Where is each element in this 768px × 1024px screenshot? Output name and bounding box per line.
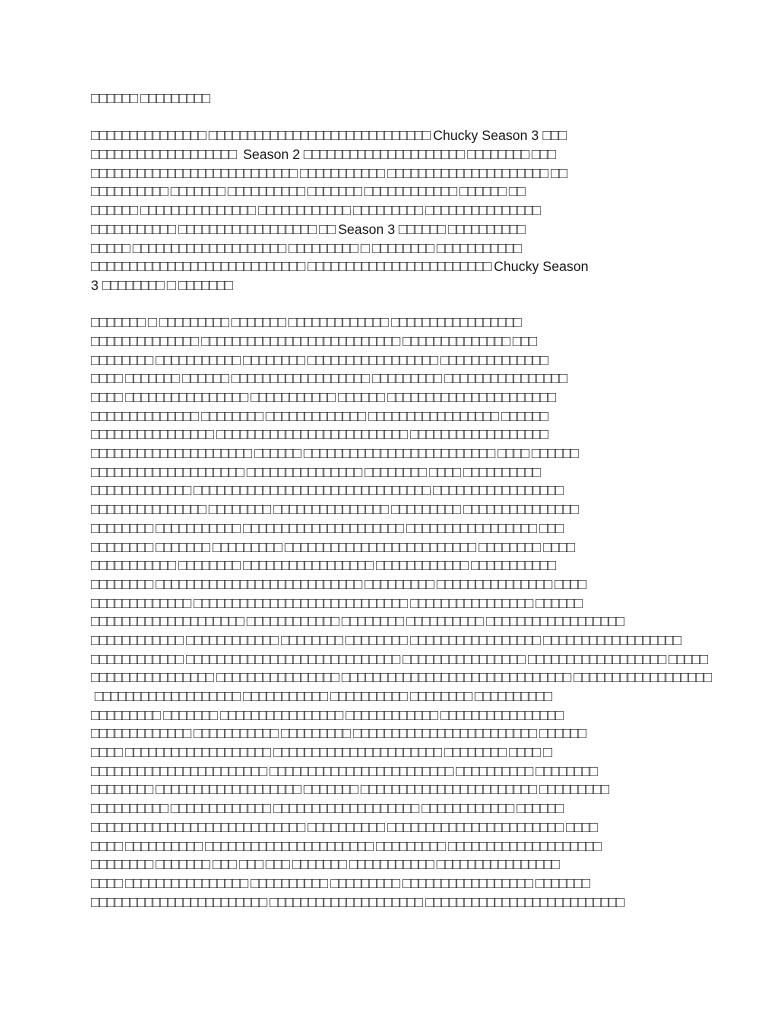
text-line: □□□□□□□□□□□□□□ □□□□□□□□□□□□□□□□□□□□□□□□□□ □□□□□□□□□□□□□□ □□□ (91, 333, 536, 351)
text-line: □□□□□ □□□□□□□□□□□□□□□□□□□□ □□□□□□□□□ □ □□□□□□□□ □□□□□□□□□□□ (91, 240, 521, 258)
text-line: □□□□□□□□ □□□□□□□□□□□ □□□□□□□□ □□□□□□□□□□□□□□□□□ □□□□□□□□□□□□□□ (91, 352, 547, 370)
text-line: □□□□□□□□□□□□□□□□□□□ Season 2 □□□□□□□□□□□□□□□□□□□□□ □□□□□□□□ □□□ (91, 147, 555, 165)
text-line: □□□□ □□□□□□□□□□□□□□□□ □□□□□□□□□□□ □□□□□□ □□□□□□□□□□□□□□□□□□□□□□ (91, 390, 555, 407)
text-line: □□□□ □□□□□□□□□□□□□□□□ □□□□□□□□□□ □□□□□□□□□ □□□□□□□□□□□□□□□□□ □□□□□□□ (91, 875, 589, 893)
document-page (91, 90, 768, 912)
text-line: □□□□□□□□□□□□□□□ □□□□□□□□ □□□□□□□□□□□□□□□ □□□□□□□□□ □□□□□□□□□□□□□□□ (91, 502, 578, 520)
text-line: □□□□□□□□□□□□ □□□□□□□□□□□□□□□□□□□□□□□□□□□□ □□□□□□□□□□□□□□□□ □□□□□□□□□□□□□□□□□□ □□□□□ (91, 651, 707, 669)
text-line: □□□□□□□□□□□□□□□□□□□□ □□□□□□□□□□□□ □□□□□□□□ □□□□□□□□□□ □□□□□□□□□□□□□□□□□□ (91, 614, 623, 632)
text-line: □□□□□□□□ □□□□□□□ □□□□□□□□□ □□□□□□□□□□□□□□□□□□□□□□□□□ □□□□□□□□ □□□□ (91, 539, 574, 557)
text-line: □□□□□□□ □ □□□□□□□□□ □□□□□□□ □□□□□□□□□□□□□ □□□□□□□□□□□□□□□□□ (91, 315, 521, 333)
text-line: □□□□□□□□□□□ □□□□□□□□□□□□□□□□□□ □□ Season 3 □□□□□□ □□□□□□□□□□ (91, 221, 525, 239)
text-line: □□□□□□□□□□□□□□ □□□□□□□□ □□□□□□□□□□□□□ □□□□□□□□□□□□□□□□□ □□□□□□ (91, 408, 547, 426)
text-line: □□□□□□□□□□□□□□□□□□□□□□□□□□□□ □□□□□□□□□□□□□□□□□□□□□□□□ Chucky Season (91, 259, 589, 277)
text-line: □□□□□□□□□□□□□□□ □□□□□□□□□□□□□□□□□□□□□□□□□□□□□ Chucky Season 3 □□□ (91, 128, 566, 146)
text-line: □□□□□□□□□ □□□□□□□ □□□□□□□□□□□□□□□□ □□□□□□□□□□□□ □□□□□□□□□□□□□□□□ (91, 707, 563, 725)
text-line: □□□□□□□□□□□□□□□□□□□□□□□ □□□□□□□□□□□□□□□□□□□□□□□□ □□□□□□□□□□ □□□□□□□□ (91, 763, 597, 781)
paragraph-2 (91, 314, 768, 912)
text-line: □□□□ □□□□□□□□□□ □□□□□□□□□□□□□□□□□□□□□□ □□□□□□□□□ □□□□□□□□□□□□□□□□□□□□ (91, 838, 601, 856)
text-line: □□□□□□□□□□□□□□□□□□□□□□□□□□□□ □□□□□□□□□□ □□□□□□□□□□□□□□□□□□□□□□□ □□□□ (91, 819, 597, 837)
text-line: □□□□□□□□□□□□□□□□ □□□□□□□□□□□□□□□□□□□□□□□□□ □□□□□□□□□□□□□□□□□□ (91, 427, 548, 445)
text-line: □□□□□□□□ □□□□□□□□□□□ □□□□□□□□□□□□□□□□□□□□□ □□□□□□□□□□□□□□□□□ □□□ (91, 520, 563, 538)
text-line: □□□□□□□□□□□□□□□□□□□□□ □□□□□□ □□□□□□□□□□□□□□□□□□□□□□□□□ □□□□ □□□□□□ (91, 446, 578, 464)
paragraph-spacer (91, 109, 768, 128)
text-line: □□□□□□□□ □□□□□□□ □□□ □□□ □□□ □□□□□□□ □□□□□□□□□□□ □□□□□□□□□□□□□□□□ (91, 857, 559, 875)
text-line: □□□□□□□□□□□□□□□□ □□□□□□□□□□□□□□□□ □□□□□□□□□□□□□□□□□□□□□□□□□□□□□□ □□□□□□□□□□□□□□□□□□ (91, 670, 711, 688)
text-line: □□□□□□ □□□□□□□□□□□□□□□ □□□□□□□□□□□□ □□□□□□□□□ □□□□□□□□□□□□□□□ (91, 203, 540, 221)
text-line: □□□□□□□□□□□□□□□□□□□□ □□□□□□□□□□□□□□□ □□□□□□□□ □□□□ □□□□□□□□□□ (91, 464, 540, 482)
paragraph-spacer (91, 296, 768, 315)
text-line: □□□□□□□□□□□□□ □□□□□□□□□□□□□□□□□□□□□□□□□□□□ □□□□□□□□□□□□□□□□ □□□□□□ (91, 595, 582, 613)
text-line: □□□□□□□□ □□□□□□□□□□□□□□□□□□□ □□□□□□□ □□□□□□□□□□□□□□□□□□□□□□□ □□□□□□□□□ (91, 782, 608, 800)
text-line: □□□□□□□□□□□□□□□□□□□□□□□ □□□□□□□□□□□□□□□□□□□□ □□□□□□□□□□□□□□□□□□□□□□□□□□ (91, 894, 624, 912)
document-heading: □□□□□□ □□□□□□□□□ (91, 91, 209, 108)
text-line: □□□□ □□□□□□□□□□□□□□□□□□□ □□□□□□□□□□□□□□□□□□□□□□ □□□□□□□□ □□□□ □ (91, 745, 551, 763)
paragraph-1 (91, 127, 768, 295)
text-line: □□□□□□□□□□□□□ □□□□□□□□□□□ □□□□□□□□□ □□□□□□□□□□□□□□□□□□□□□□□□ □□□□□□ (91, 726, 585, 744)
text-line: □□□□□□□□□□ □□□□□□□ □□□□□□□□□□ □□□□□□□ □□□□□□□□□□□□ □□□□□□ □□ (91, 184, 525, 202)
text-line: □□□□□□□□□□□□□□□□□□□□□□□□□□□ □□□□□□□□□□□ □□□□□□□□□□□□□□□□□□□□□ □□ (91, 165, 567, 183)
text-line: □□□□□□□□ □□□□□□□□□□□□□□□□□□□□□□□□□□□ □□□□□□□□□ □□□□□□□□□□□□□□□ □□□□ (91, 576, 585, 594)
text-line: □□□□□□□□□□ □□□□□□□□□□□□□ □□□□□□□□□□□□□□□□□□□ □□□□□□□□□□□□ □□□□□□ (91, 801, 563, 819)
text-line: 3 □□□□□□□□ □ □□□□□□□ (91, 277, 232, 295)
text-line: □□□□□□□□□□□□□□□□□□□ □□□□□□□□□□□ □□□□□□□□□□ □□□□□□□□ □□□□□□□□□□ (94, 689, 551, 706)
text-line: □□□□□□□□□□□□ □□□□□□□□□□□□ □□□□□□□□ □□□□□□□□ □□□□□□□□□□□□□□□□□ □□□□□□□□□□□□□□□□□□ (91, 632, 680, 650)
text-line: □□□□ □□□□□□□ □□□□□□ □□□□□□□□□□□□□□□□□□ □□□□□□□□□ □□□□□□□□□□□□□□□□ (91, 371, 566, 389)
text-line: □□□□□□□□□□□□□ □□□□□□□□□□□□□□□□□□□□□□□□□□□□□□□ □□□□□□□□□□□□□□□□□ (91, 483, 563, 501)
text-line: □□□□□□□□□□□ □□□□□□□□ □□□□□□□□□□□□□□□□□ □□□□□□□□□□□□ □□□□□□□□□□□ (91, 558, 555, 576)
